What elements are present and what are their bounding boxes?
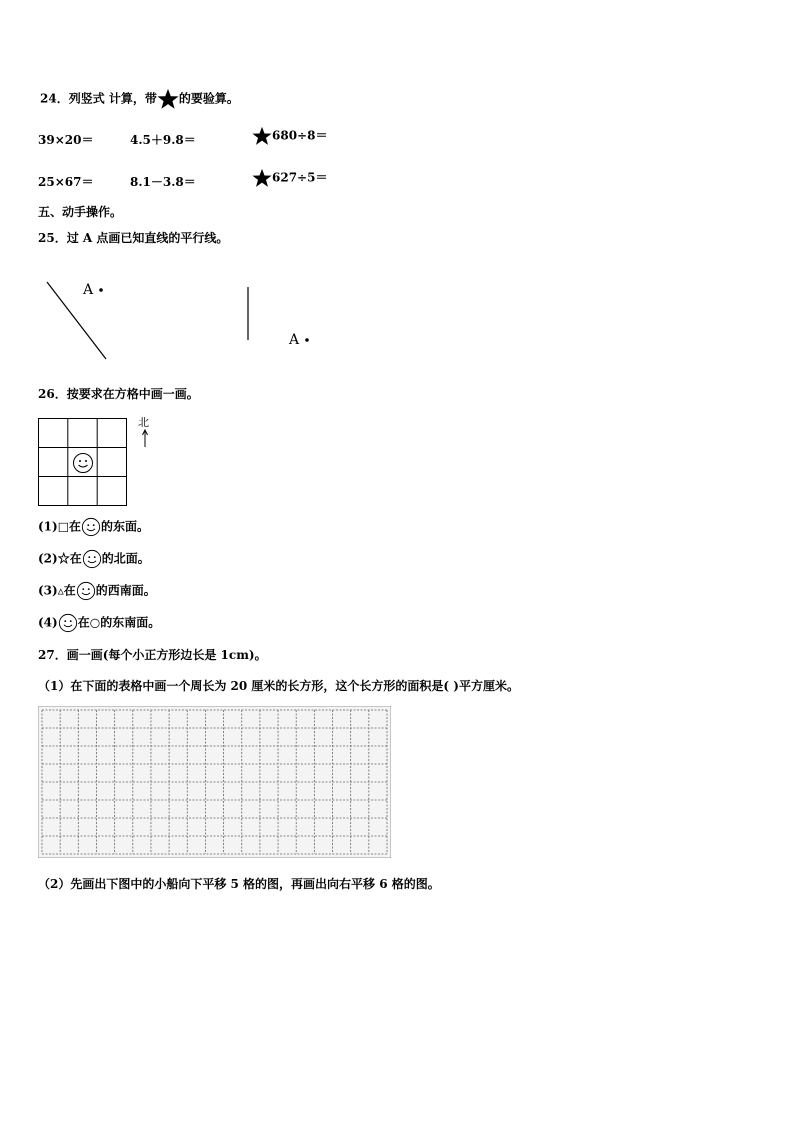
smiley-icon [81,517,101,537]
q27-sub1: （1）在下面的表格中画一个周长为 20 厘米的长方形，这个长方形的面积是( )平方厘米。 [38,679,519,693]
q25-number: 25． [38,231,67,245]
q26-text: 按要求在方格中画一画。 [66,387,199,401]
q26-item-3 [38,581,156,601]
q26-item-2 [38,549,150,569]
star-icon [252,126,272,146]
north-label: 北 [138,416,149,429]
q24-row2-c-wrap [252,168,327,188]
point-a-2 [305,338,309,342]
q26-item-1 [38,517,149,537]
q24-number: 24． [40,91,69,106]
q24-row1-b: 4.5＋9.8＝ [130,133,196,147]
q27-number: 27． [38,648,67,662]
q24-heading [40,88,239,110]
smiley-icon [72,452,94,474]
q26-heading [38,385,199,402]
q26-item-3-suffix: 的西南面。 [95,583,156,598]
q26-item-3-prefix: (3)▵在 [38,583,76,598]
q24-row2-b: 8.1－3.8＝ [130,175,196,189]
q25-heading [38,229,228,246]
q26-number: 26． [38,387,67,401]
q24-text-after: 的要验算。 [178,91,239,106]
q24-row1-c: 680÷8＝ [272,128,328,143]
q26-item-4 [38,613,160,633]
q26-item-4-prefix: (4) [38,615,58,630]
point-a-label-1: A [83,282,94,298]
q26-item-1-prefix: (1)□在 [38,519,82,534]
q27-text: 画一画(每个小正方形边长是 1cm)。 [66,648,267,662]
q25-text: 过 A 点画已知直线的平行线。 [66,231,229,245]
point-a-label-2: A [289,332,300,348]
q24-row2-c: 627÷5＝ [272,170,328,185]
section5-title: 五、动手操作。 [38,205,123,219]
smiley-icon [76,581,96,601]
q26-item-4-suffix: 在○的东南面。 [77,615,161,630]
q26-item-2-prefix: (2)☆在 [38,551,82,566]
q25-figure [0,270,340,370]
q26-item-2-suffix: 的北面。 [101,551,150,566]
star-icon [252,168,272,188]
smiley-icon [58,613,78,633]
q24-text-before: 列竖式 计算，带 [68,91,157,106]
slanted-line [47,282,106,359]
q24-row2-a: 25×67＝ [38,175,94,189]
smiley-icon [82,549,102,569]
point-a-1 [99,288,103,292]
q24-row1-c-wrap [252,126,327,146]
q27-heading [38,646,267,663]
square-grid [38,706,391,858]
star-icon [157,88,179,110]
q27-sub2: （2）先画出下图中的小船向下平移 5 格的图，再画出向右平移 6 格的图。 [38,877,440,891]
q26-item-1-suffix: 的东面。 [101,519,150,534]
q24-row1-a: 39×20＝ [38,133,94,147]
north-arrow-icon [141,428,149,448]
